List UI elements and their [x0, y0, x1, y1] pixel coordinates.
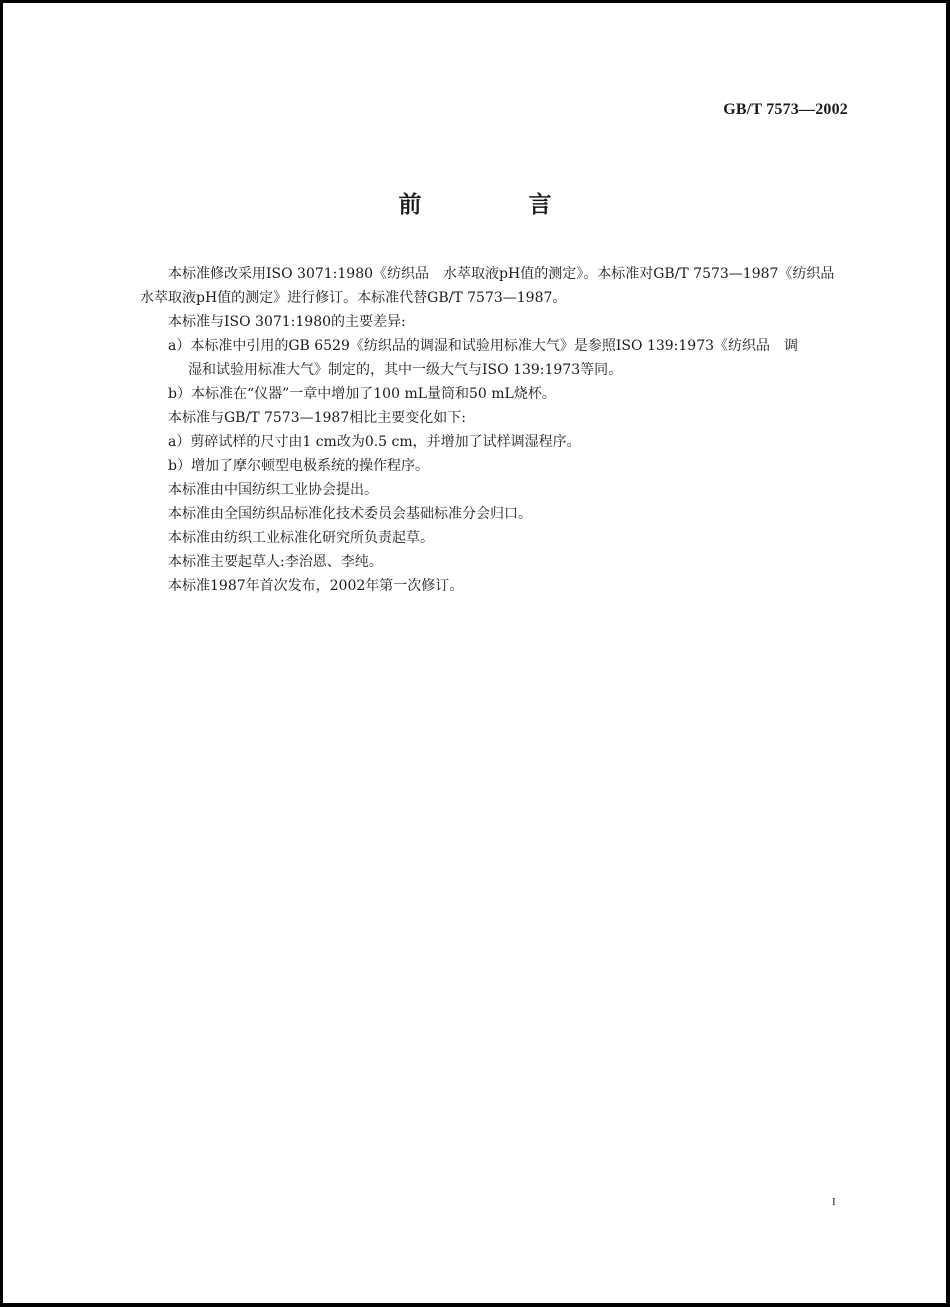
list-item-difference-a-continued: 湿和试验用标准大气》制定的，其中一级大气与ISO 139:1973等同。: [188, 362, 623, 378]
paragraph-changes-heading: 本标准与GB/T 7573—1987相比主要变化如下:: [168, 410, 466, 426]
page-number: I: [832, 1196, 836, 1208]
list-item-difference-b: b）本标准在“仪器”一章中增加了100 mL量筒和50 mL烧杯。: [168, 386, 556, 402]
standard-code: GB/T 7573—2002: [723, 101, 848, 118]
list-item-change-a: a）剪碎试样的尺寸由1 cm改为0.5 cm，并增加了试样调湿程序。: [168, 434, 581, 450]
paragraph-drafters: 本标准主要起草人:李治恩、李纯。: [168, 554, 383, 570]
scan-border-bottom: [0, 1303, 950, 1307]
foreword-body: [140, 262, 852, 598]
paragraph-history: 本标准1987年首次发布，2002年第一次修订。: [168, 578, 464, 594]
paragraph-differences-heading: 本标准与ISO 3071:1980的主要差异:: [168, 314, 406, 330]
page-title: 前 言: [398, 192, 594, 218]
list-item-difference-a: a）本标准中引用的GB 6529《纺织品的调湿和试验用标准大气》是参照ISO 139:1973《纺织品 调: [168, 338, 799, 354]
list-item-change-b: b）增加了摩尔顿型电极系统的操作程序。: [168, 458, 429, 474]
paragraph-drafting-unit: 本标准由纺织工业标准化研究所负责起草。: [168, 530, 434, 546]
scan-border-top: [0, 0, 950, 3]
paragraph-proposer: 本标准由中国纺织工业协会提出。: [168, 482, 378, 498]
paragraph-adoption: 本标准修改采用ISO 3071:1980《纺织品 水萃取液pH值的测定》。本标准对GB/T 7573—1987《纺织品 水萃取液pH值的测定》进行修订。本标准代替GB/T 7573—1987。: [140, 266, 849, 306]
paragraph-administrator: 本标准由全国纺织品标准化技术委员会基础标准分会归口。: [168, 506, 532, 522]
